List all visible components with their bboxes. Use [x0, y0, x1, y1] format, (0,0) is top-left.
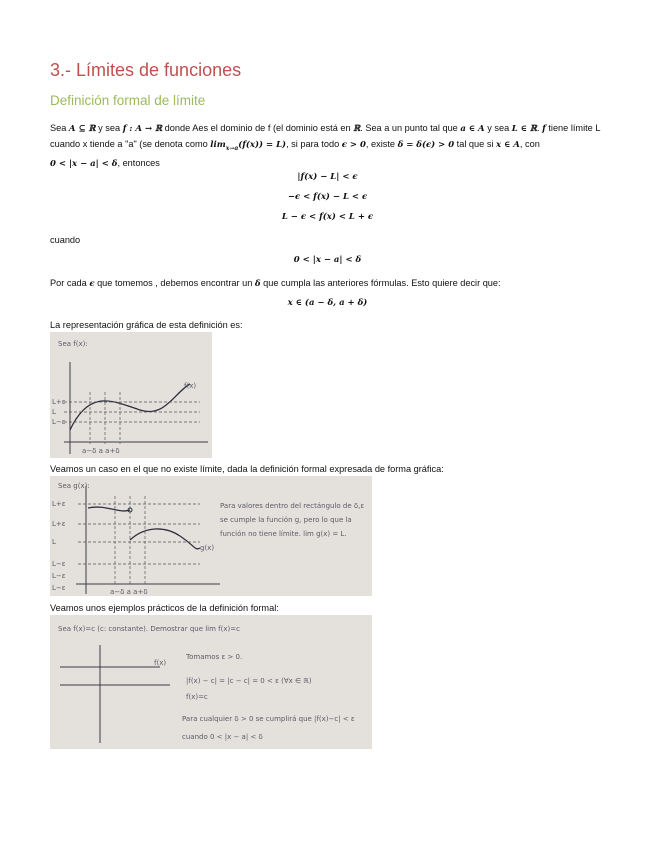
photo3-line-5: cuando 0 < |x − a| < δ: [182, 733, 263, 741]
photo2-note-2: se cumple la función g, pero lo que la: [220, 516, 352, 524]
handwritten-example: [50, 615, 372, 749]
photo3-line-1: Tomamos ε > 0.: [186, 653, 243, 661]
photo3-fx: f(x): [154, 659, 167, 667]
equation-1: |f(x) − L| < ϵ: [297, 172, 358, 182]
photo3-line-4: Para cualquier δ > 0 se cumplirá que |f(x)−c| < ε: [182, 715, 355, 723]
photo2-ylabel-1: L+ε: [52, 500, 66, 508]
caption-graph: La representación gráfica de esta definición es:: [50, 320, 243, 330]
photo1-ylabel-3: L−ε: [52, 418, 66, 426]
caption-examples: Veamos unos ejemplos prácticos de la definición formal:: [50, 603, 279, 613]
intro-paragraph: Sea A ⊆ ℝ y sea f : A → ℝ donde Aes el dominio de f (el dominio está en ℝ. Sea a un punto tal que a ∈ A y sea L ∈ ℝ. f tiene límite L cuando x tiende a "a" (se denota como $\lim_{x\to a}(f(x)) = L$), si para todo ϵ > 0, existe δ = δ(ϵ) > 0 tal que si x ∈ A, con 0 < |x − a| < δ, entonces: [50, 123, 601, 169]
section-heading: Definición formal de límite: [50, 93, 206, 108]
photo3-line-3: f(x)=c: [186, 693, 208, 701]
handwritten-graph-no-limit: [50, 476, 372, 596]
photo2-ylabel-6: L−ε: [52, 584, 66, 592]
equation-5: x ∈ (a − δ, a + δ): [287, 298, 368, 308]
photo2-ylabel-3: L: [52, 538, 56, 546]
photo2-note-1: Para valores dentro del rectángulo de δ,ε: [220, 502, 365, 510]
photo1-ylabel-2: L: [52, 408, 56, 416]
photo3-label: Sea f(x)=c (c: constante). Demostrar que lim f(x)=c: [58, 625, 240, 633]
epsilon-paragraph: Por cada ϵ que tomemos , debemos encontrar un δ que cumpla las anteriores fórmulas. Esto quiere decir que:: [50, 278, 501, 289]
photo2-label: Sea g(x):: [58, 482, 90, 490]
photo2-gx: g(x): [200, 544, 215, 552]
equation-3: L − ϵ < f(x) < L + ϵ: [281, 212, 374, 222]
photo1-label: Sea f(x):: [58, 340, 88, 348]
handwritten-graph-limit: [50, 332, 212, 458]
photo2-ylabel-2: L+ε: [52, 520, 66, 528]
equation-4: 0 < |x − a| < δ: [293, 255, 362, 265]
photo3-line-2: |f(x) − c| = |c − c| = 0 < ε (∀x ∈ ℝ): [186, 677, 312, 685]
photo2-axis: a−δ a a+δ: [110, 588, 148, 596]
photo2-ylabel-4: L−ε: [52, 560, 66, 568]
caption-no-limit: Veamos un caso en el que no existe límite, dada la definición formal expresada de forma gráfica:: [50, 464, 444, 474]
photo2-ylabel-5: L−ε: [52, 572, 66, 580]
photo1-ylabel-1: L+ε: [52, 398, 66, 406]
cuando-text: cuando: [50, 235, 81, 245]
page-title: 3.- Límites de funciones: [50, 60, 242, 80]
photo1-axis: a−δ a a+δ: [82, 447, 120, 455]
photo2-note-3: función no tiene límite. lim g(x) = L.: [220, 530, 347, 538]
equation-2: −ϵ < f(x) − L < ϵ: [287, 192, 368, 202]
photo1-fx: f(x): [184, 382, 197, 390]
